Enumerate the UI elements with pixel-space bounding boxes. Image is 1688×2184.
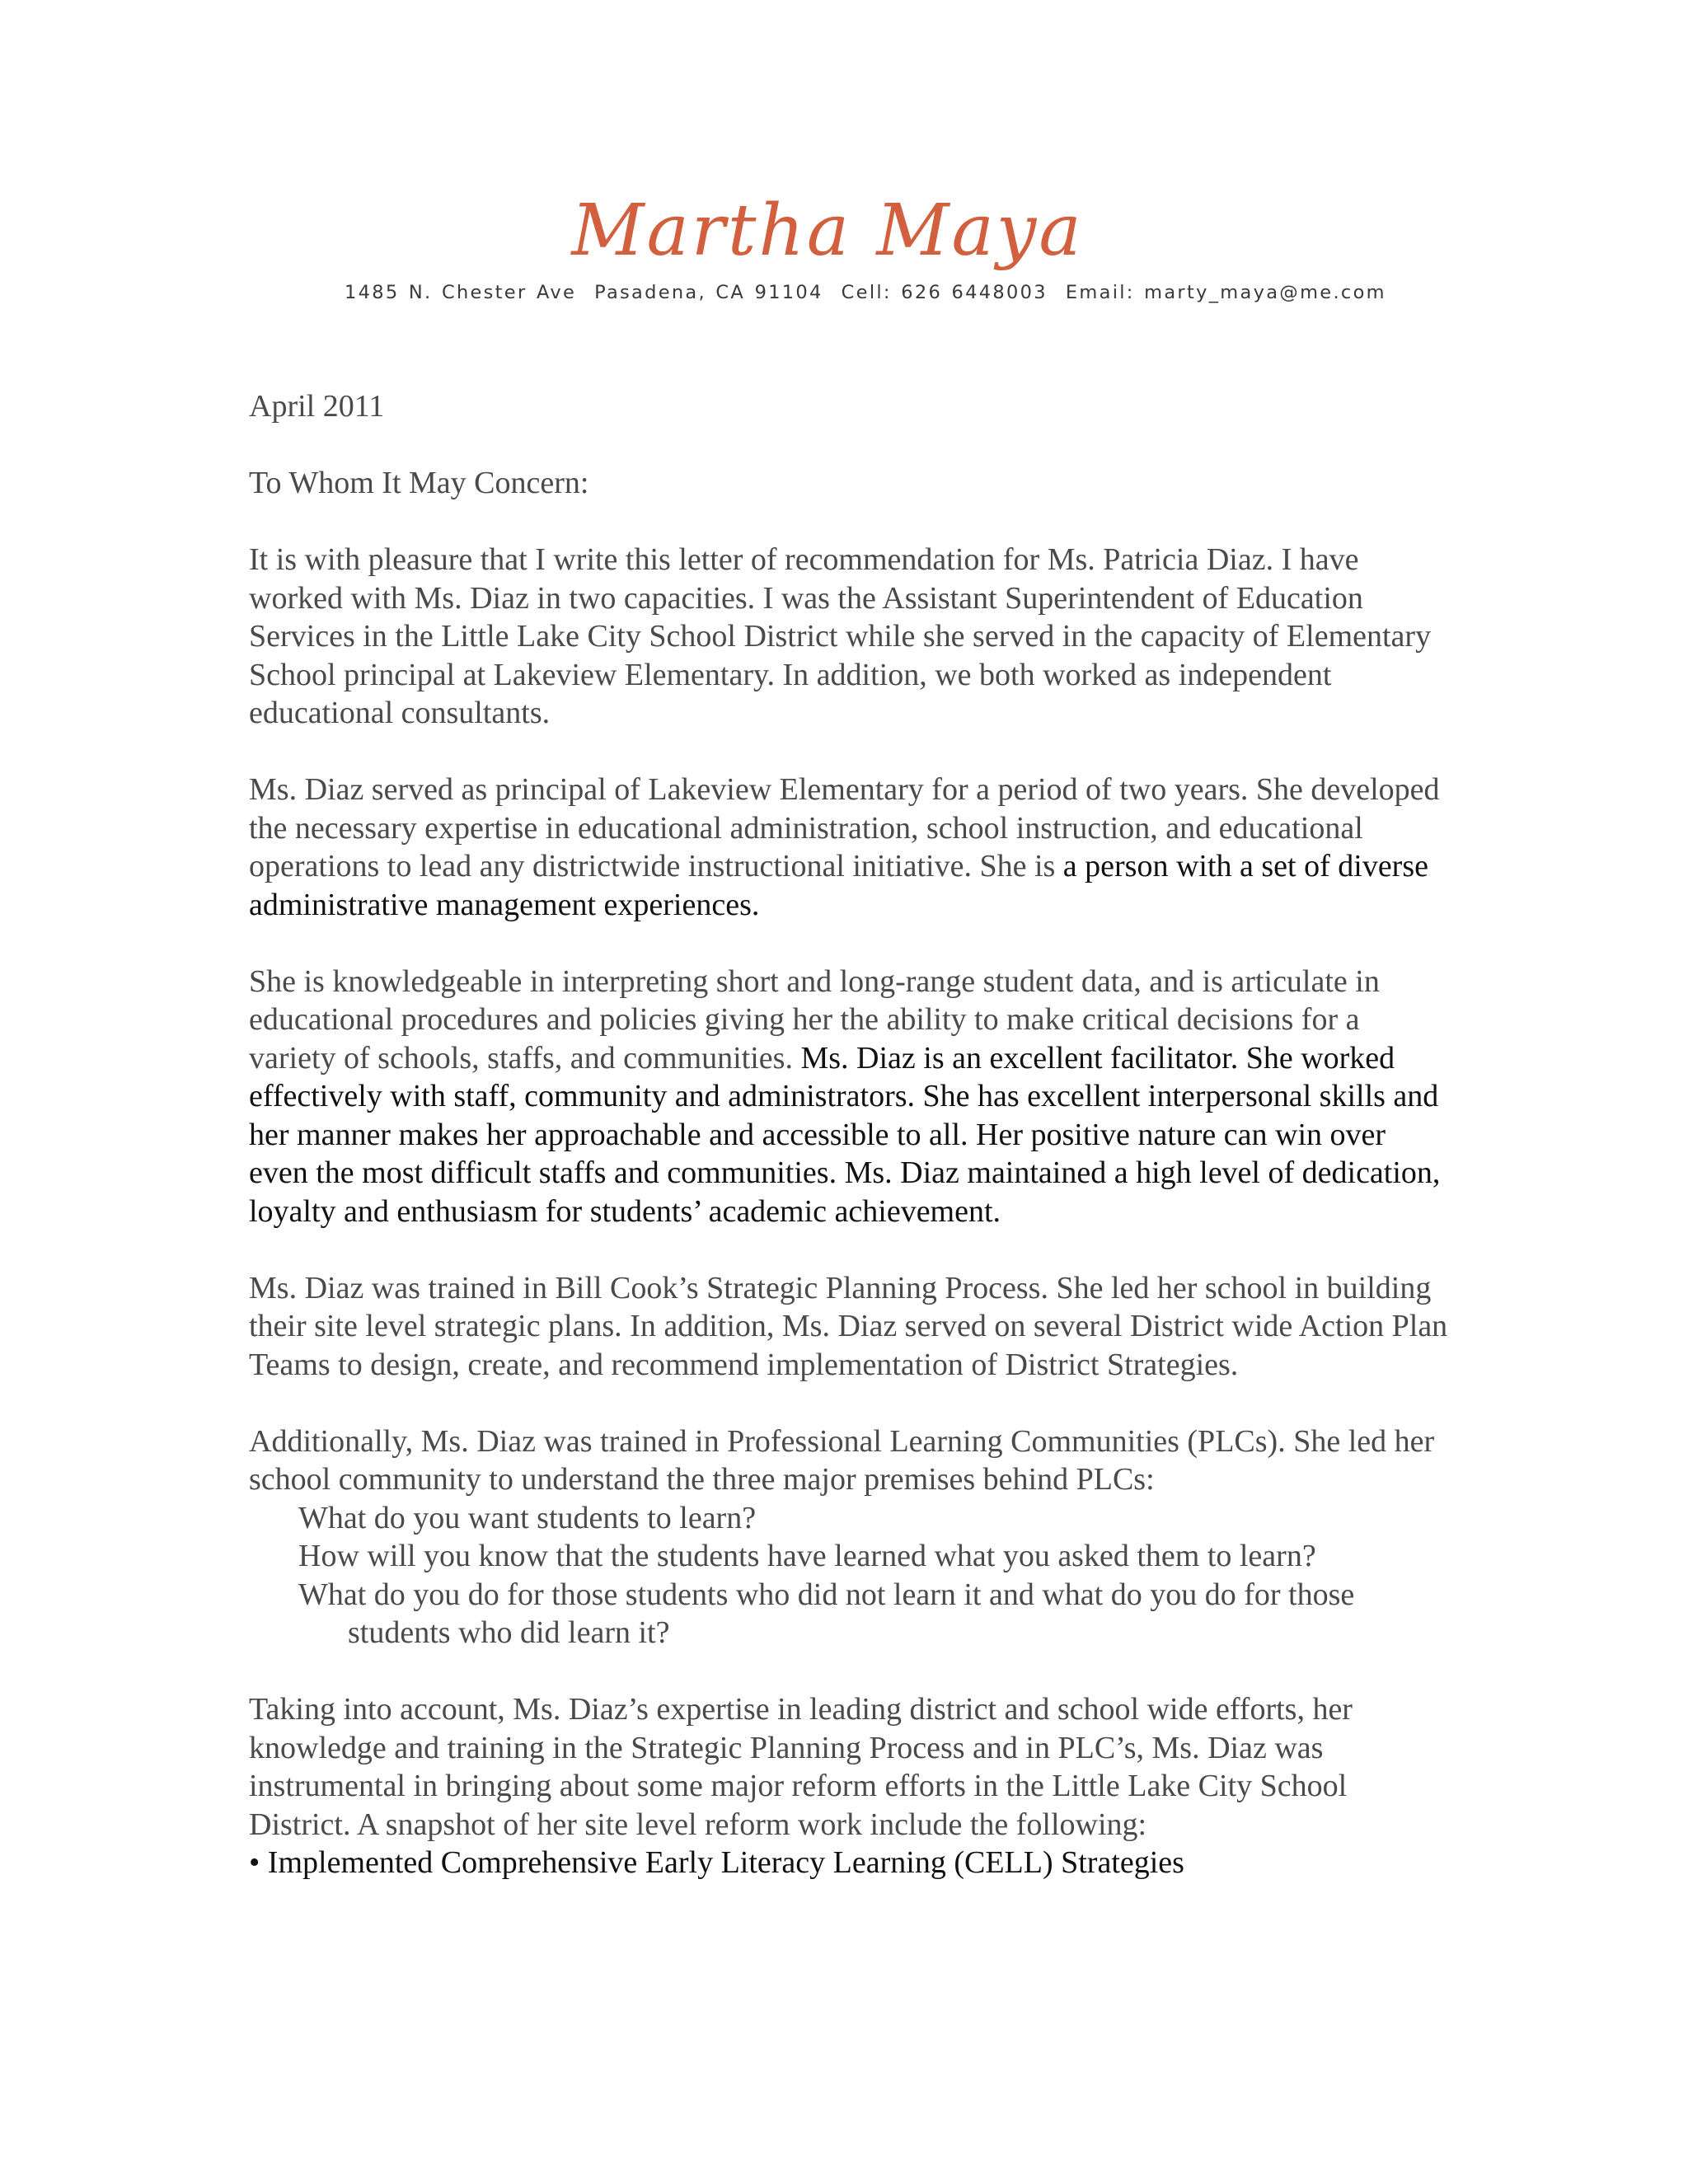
premise-item: How will you know that the students have learned what you asked them to learn? (298, 1539, 1316, 1573)
premise-item: What do you want students to learn? (298, 1500, 757, 1535)
letter-body (249, 387, 1452, 1882)
paragraph-2-part-b: a person with a set of diverse administrative management experiences. (249, 849, 1428, 922)
premise-item: What do you do for those students who did not learn it and what do you do for those students who did learn it? (298, 1577, 1355, 1650)
reform-bullet-item: • Implemented Comprehensive Early Literacy Learning (CELL) Strategies (249, 1845, 1184, 1880)
letterhead-address: 1485 N. Chester Ave (345, 282, 577, 303)
letterhead-cell: Cell: 626 6448003 (841, 282, 1048, 303)
paragraph-4: Ms. Diaz was trained in Bill Cook’s Strategic Planning Process. She led her school in building their site level strategic plans. In addition, Ms. Diaz served on several District wide Action Plan Teams to design, create, and recommend implementation of District Strategies. (249, 1270, 1448, 1382)
paragraph-3 (249, 963, 1452, 1231)
letterhead-name: Martha Maya (571, 190, 1084, 272)
letterhead (0, 190, 1688, 303)
paragraph-2 (249, 771, 1452, 924)
letter-salutation: To Whom It May Concern: (249, 466, 589, 500)
paragraph-1: It is with pleasure that I write this letter of recommendation for Ms. Patricia Diaz. I have worked with Ms. Diaz in two capacities. I was the Assistant Superintendent of Education Services in the Little Lake City School District while she served in the capacity of Elementary School principal at Lakeview Elementary. In addition, we both worked as independent educational consultants. (249, 542, 1432, 730)
paragraph-2-part-a: Ms. Diaz served as principal of Lakeview Elementary for a period of two years. She developed the necessary expertise in educational administration, school instruction, and educational operations to lead any districtwide instructional initiative. She is (249, 772, 1440, 883)
letterhead-email: Email: marty_maya@me.com (1065, 282, 1386, 303)
paragraph-3-part-a: She is knowledgeable in interpreting short and long-range student data, and is articulate in educational procedures and policies giving her the ability to make critical decisions for a variety of schools, staffs, and communities. (249, 963, 1380, 1076)
letterhead-city: Pasadena, CA 91104 (594, 282, 823, 303)
paragraph-3-part-b: Ms. Diaz is an excellent facilitator. She worked effectively with staff, community and administrators. She has excellent interpersonal skills and her manner makes her approachable and accessible to all. Her positive nature can win over even the most difficult staffs and communities. Ms. Diaz maintained a high level of dedication, loyalty and enthusiasm for students’ academic achievement. (249, 1040, 1441, 1229)
paragraph-6: Taking into account, Ms. Diaz’s expertise in leading district and school wide efforts, her knowledge and training in the Strategic Planning Process and in PLC’s, Ms. Diaz was instrumental in bringing about some major reform efforts in the Little Lake City School District. A snapshot of her site level reform work include the following: (249, 1692, 1353, 1842)
letter-date: April 2011 (249, 389, 385, 424)
paragraph-5: Additionally, Ms. Diaz was trained in Professional Learning Communities (PLCs). She led her school community to understand the three major premises behind PLCs: (249, 1423, 1435, 1497)
letterhead-contact-line (345, 282, 1386, 303)
